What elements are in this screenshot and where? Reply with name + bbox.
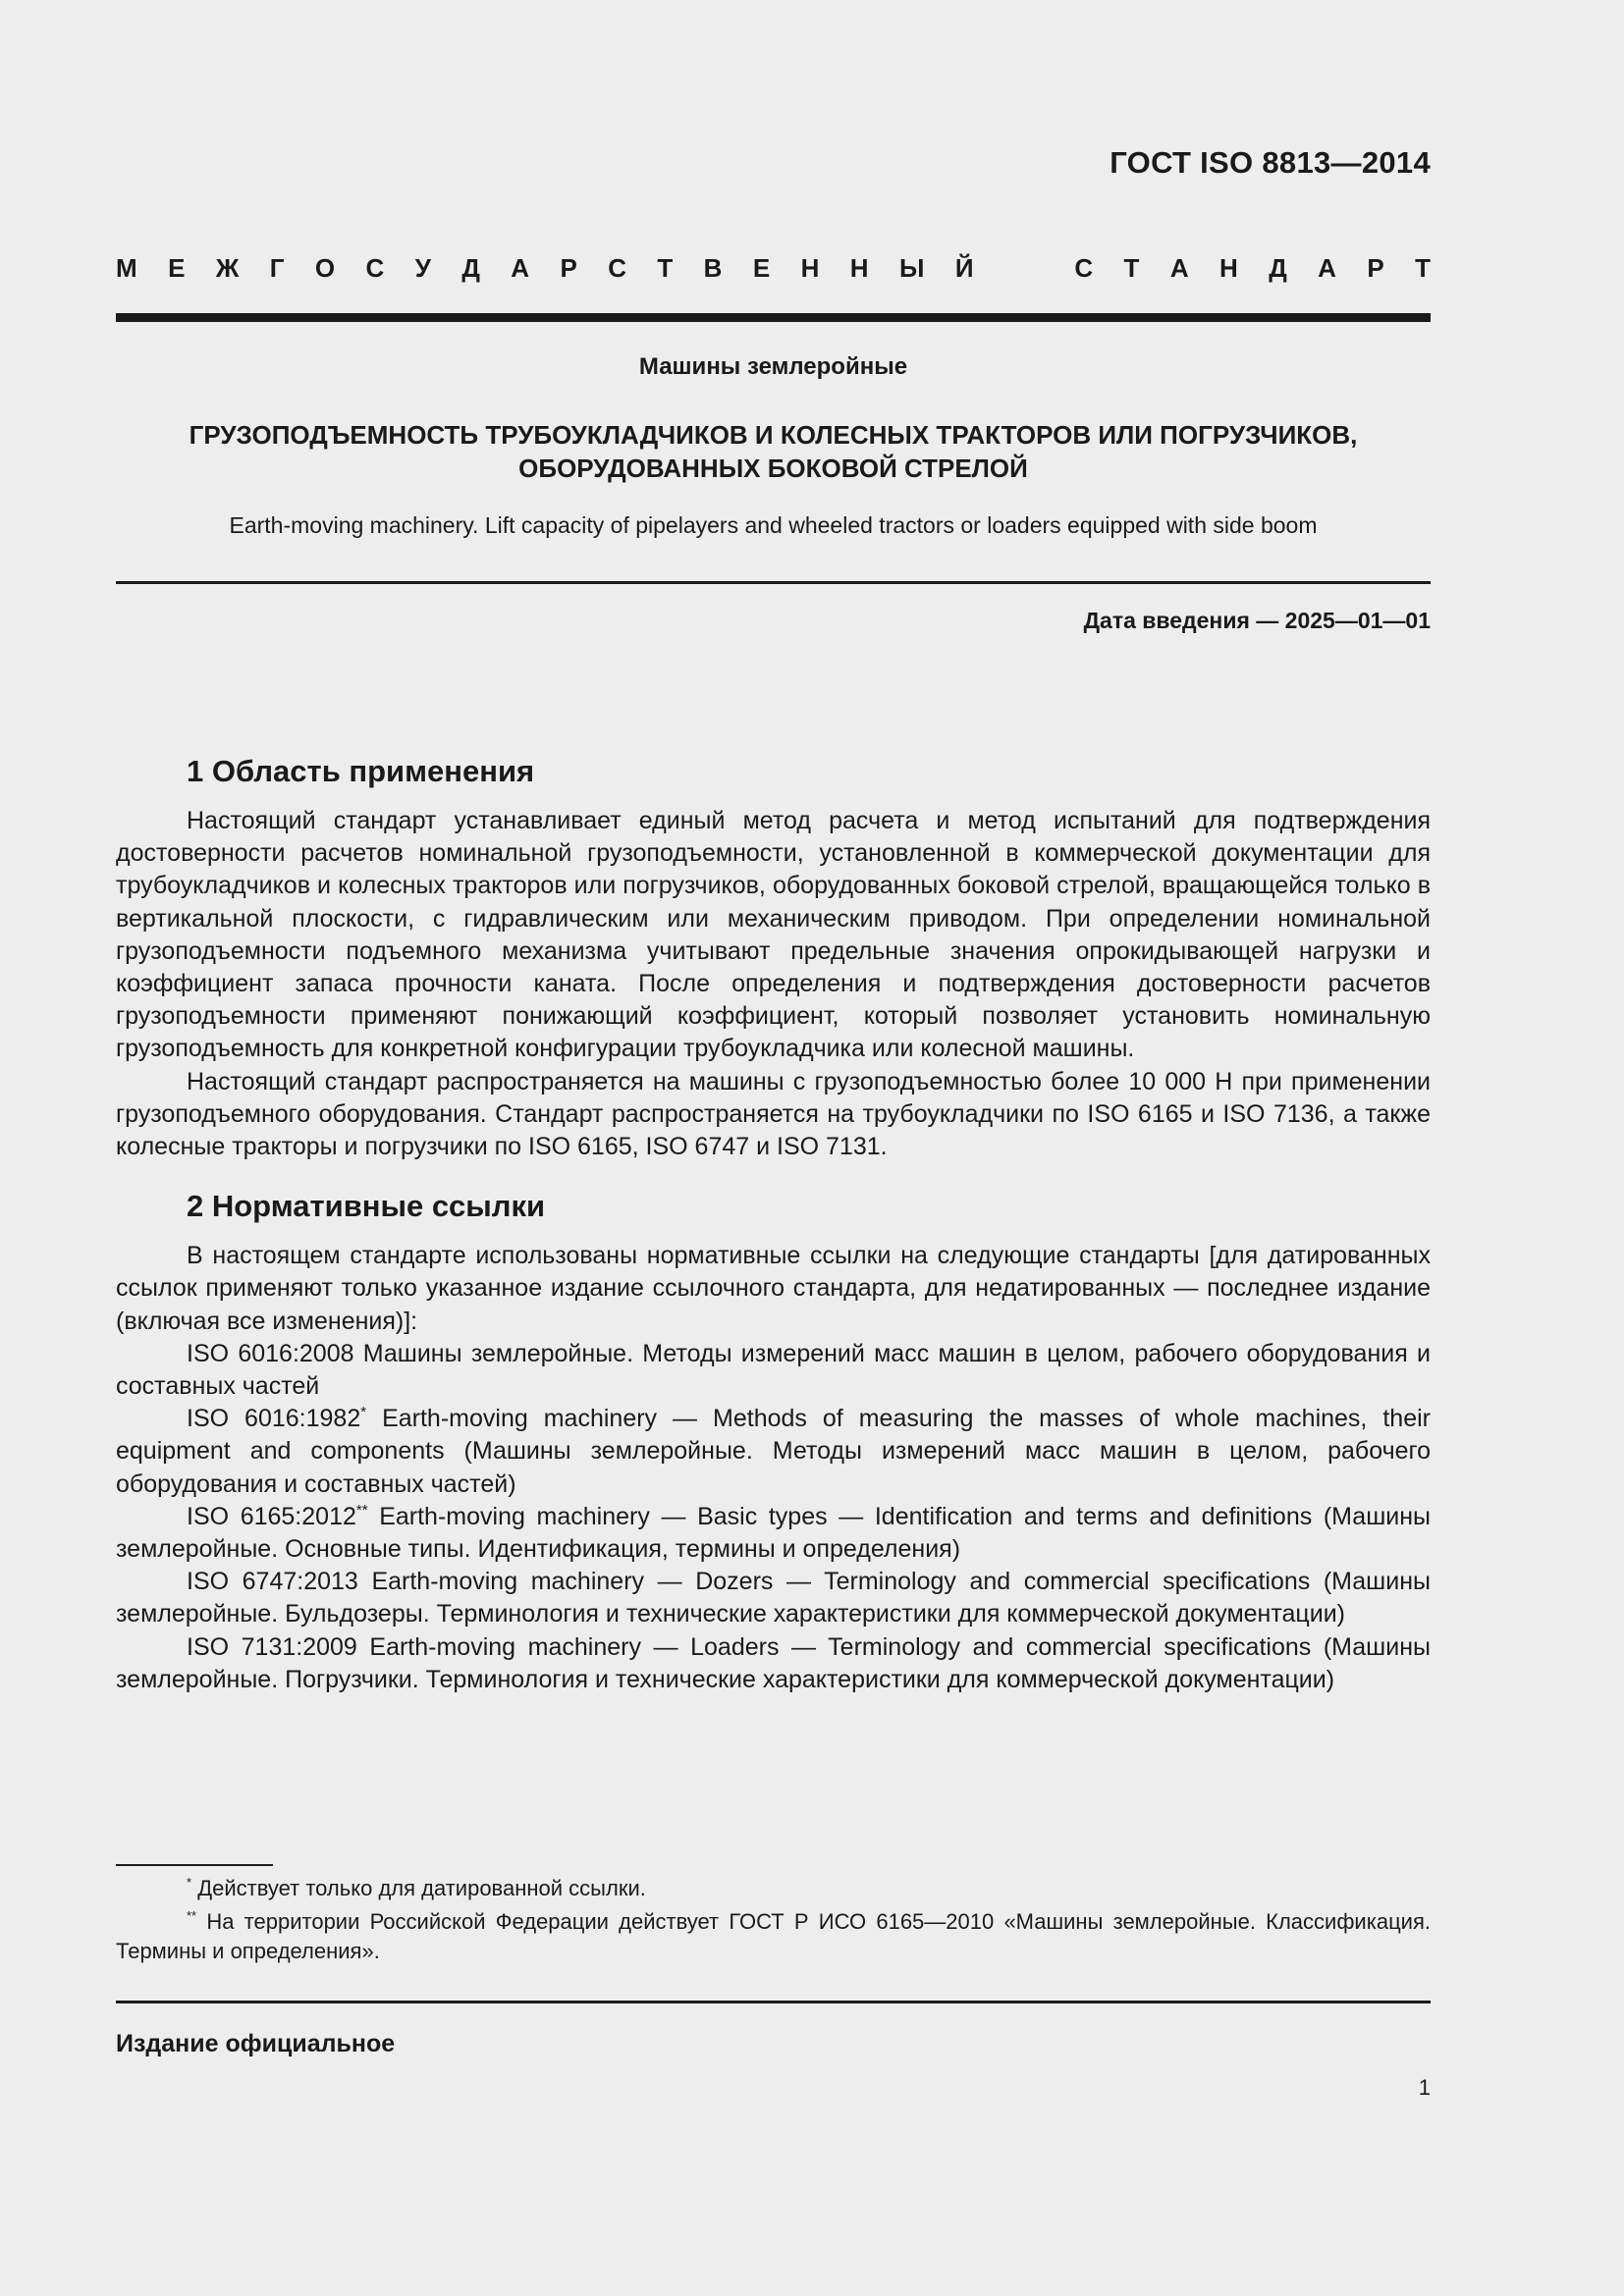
banner-letter: Т bbox=[1415, 253, 1431, 283]
reference-code: ISO 6747:2013 bbox=[187, 1568, 358, 1596]
banner-letter: Т bbox=[1123, 253, 1140, 283]
footnote-item bbox=[116, 1907, 1431, 1966]
official-edition-label: Издание официальное bbox=[116, 2030, 396, 2057]
document-body bbox=[116, 750, 1431, 1696]
banner-letter: М bbox=[116, 253, 137, 283]
banner-letter: А bbox=[1318, 253, 1336, 283]
page-number: 1 bbox=[1418, 2075, 1431, 2100]
footnote-separator bbox=[116, 1864, 273, 1866]
reference-text: Earth-moving machinery — Methods of measuring the masses of whole machines, their equipment and components (Машины землеройные. Методы измерений масс машин в целом, рабочего оборудования и составных частей) bbox=[116, 1405, 1431, 1498]
section-2-intro: В настоящем стандарте использованы нормативные ссылки на следующие стандарты [для датированных ссылок применяют только указанное издание ссылочного стандарта, для недатированных — последнее издание (включая все изменения)]: bbox=[116, 1242, 1431, 1335]
footnote-text: Действует только для датированной ссылки. bbox=[197, 1876, 646, 1900]
banner-letter: Г bbox=[269, 253, 285, 283]
banner-letter: А bbox=[1169, 253, 1189, 283]
banner-letter: Д bbox=[1269, 253, 1287, 283]
section-1-paragraph-2: Настоящий стандарт распространяется на машины с грузоподъемностью более 10 000 Н при применении грузоподъемного оборудования. Стандарт распространяется на трубоукладчики по ISO 6165 и ISO 7136, а также колесные тракторы и погрузчики по ISO 6165, ISO 6747 и ISO 7131. bbox=[116, 1067, 1431, 1161]
footnote-item bbox=[116, 1874, 1431, 1903]
banner-letter: А bbox=[511, 253, 530, 283]
banner-letter: Н bbox=[849, 253, 869, 283]
footnote-text: На территории Российской Федерации действует ГОСТ Р ИСО 6165—2010 «Машины землеройные. Классификация. Термины и определения». bbox=[116, 1909, 1431, 1963]
reference-item bbox=[116, 1338, 1431, 1403]
banner-letter: Р bbox=[1367, 253, 1384, 283]
introduction-date: Дата введения — 2025—01—01 bbox=[1083, 608, 1431, 633]
reference-item bbox=[116, 1403, 1431, 1501]
banner-letter: Р bbox=[560, 253, 577, 283]
reference-text: Earth-moving machinery — Basic types — Identification and terms and definitions (Машины землеройные. Основные типы. Идентификация, термины и определения) bbox=[116, 1502, 1431, 1564]
section-2-heading: 2 Нормативные ссылки bbox=[187, 1189, 546, 1224]
banner-word-gap bbox=[1004, 253, 1044, 284]
banner-letter: Е bbox=[168, 253, 186, 283]
banner-letter: Й bbox=[954, 253, 974, 283]
footnote-mark: * bbox=[187, 1875, 192, 1890]
banner-letter: Е bbox=[752, 253, 771, 283]
reference-item bbox=[116, 1566, 1431, 1630]
reference-text: Машины землеройные. Методы измерений масс машин в целом, рабочего оборудования и составных частей bbox=[116, 1339, 1431, 1401]
reference-text: Earth-moving machinery — Loaders — Terminology and commercial specifications (Машины землеройные. Погрузчики. Терминология и технические характеристики для коммерческой документации) bbox=[116, 1632, 1431, 1693]
banner-letter: О bbox=[314, 253, 336, 283]
standard-number: ГОСТ ISO 8813—2014 bbox=[1110, 145, 1431, 180]
english-title: Earth-moving machinery. Lift capacity of pipelayers and wheeled tractors or loaders equipped with side boom bbox=[229, 512, 1318, 538]
header-rule bbox=[116, 313, 1431, 322]
banner-letter: Н bbox=[1219, 253, 1238, 283]
banner-letter: Ж bbox=[215, 253, 240, 283]
reference-text: Earth-moving machinery — Dozers — Terminology and commercial specifications (Машины землеройные. Бульдозеры. Терминология и технические характеристики для коммерческой документации) bbox=[116, 1568, 1431, 1629]
banner-letter: С bbox=[608, 253, 626, 283]
banner-letter: Д bbox=[461, 253, 480, 283]
reference-code: ISO 6016:2008 bbox=[187, 1339, 354, 1367]
reference-footnote-mark: ** bbox=[355, 1501, 368, 1519]
document-title bbox=[116, 418, 1431, 485]
reference-code: ISO 6165:2012 bbox=[187, 1502, 356, 1530]
banner-letter: Н bbox=[800, 253, 820, 283]
footnotes bbox=[116, 1874, 1431, 1970]
reference-code: ISO 7131:2009 bbox=[187, 1632, 357, 1661]
banner-letter: У bbox=[414, 253, 431, 283]
document-title-line2: ОБОРУДОВАННЫХ БОКОВОЙ СТРЕЛОЙ bbox=[518, 454, 1028, 483]
section-1-heading: 1 Область применения bbox=[187, 754, 535, 788]
machine-group-title: Машины землеройные bbox=[638, 353, 908, 380]
interstate-standard-banner bbox=[116, 253, 1431, 284]
footer-rule bbox=[116, 2001, 1431, 2003]
reference-code: ISO 6016:1982 bbox=[187, 1405, 361, 1433]
reference-item bbox=[116, 1631, 1431, 1696]
section-1-paragraph-1: Настоящий стандарт устанавливает единый метод расчета и метод испытаний для подтверждения достоверности расчетов номинальной грузоподъемности, установленной в коммерческой документации для трубоукладчиков и колесных тракторов или погрузчиков, оборудованных боковой стрелой, вращающейся только в вертикальной плоскости, с гидравлическим или механическим приводом. При определении номинальной грузоподъемности подъемного механизма учитывают предельные значения опрокидывающей нагрузки и коэффициент запаса прочности каната. После определения и подтверждения достоверности расчетов грузоподъемности применяют понижающий коэффициент, который позволяет установить номинальную грузоподъемность для конкретной конфигурации трубоукладчика или колесной машины. bbox=[116, 807, 1431, 1063]
reference-footnote-mark: * bbox=[360, 1404, 367, 1421]
reference-item bbox=[116, 1501, 1431, 1566]
banner-letter: С bbox=[1074, 253, 1094, 283]
banner-letter: В bbox=[703, 253, 723, 283]
banner-letter: С bbox=[365, 253, 385, 283]
banner-letter: Ы bbox=[898, 253, 925, 283]
banner-letter: Т bbox=[657, 253, 674, 283]
document-title-line1: ГРУЗОПОДЪЕМНОСТЬ ТРУБОУКЛАДЧИКОВ И КОЛЕСНЫХ ТРАКТОРОВ ИЛИ ПОГРУЗЧИКОВ, bbox=[189, 420, 1358, 450]
document-page bbox=[116, 0, 1431, 2296]
title-rule bbox=[116, 581, 1431, 584]
footnote-mark: ** bbox=[187, 1908, 197, 1923]
